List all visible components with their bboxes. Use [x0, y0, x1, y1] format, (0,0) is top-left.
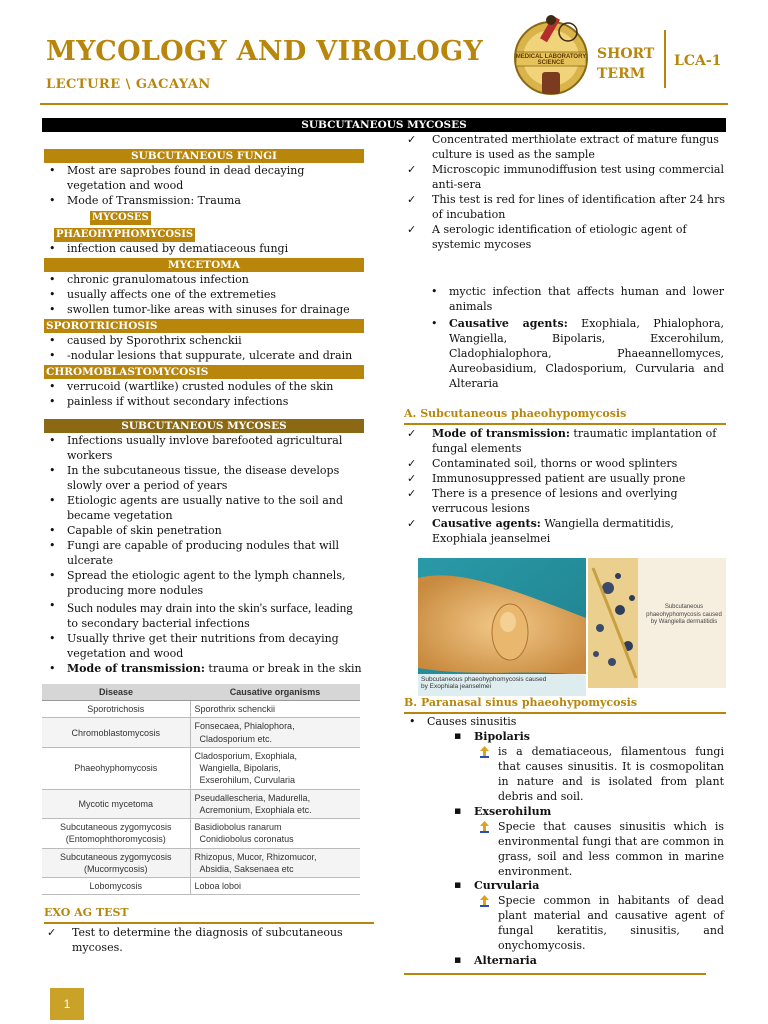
disease-table	[42, 684, 360, 895]
organism-name-text: Alternaria	[474, 954, 537, 968]
phaeo-list	[44, 242, 364, 257]
list-item: • chronic granulomatous infection	[44, 273, 364, 288]
paranasal-section	[404, 696, 726, 714]
exo-test-section	[44, 906, 374, 956]
organism-name-text: Exserohilum	[474, 804, 552, 818]
list-item: • Fungi are capable of producing nodules that will ulcerate	[44, 539, 364, 569]
term-label: TERM	[597, 66, 646, 83]
list-item	[426, 317, 724, 392]
list-item	[44, 599, 364, 632]
list-item: • painless if without secondary infections	[44, 395, 364, 410]
list-item	[404, 517, 726, 547]
organism-cell: Fonsecaea, Phialophora, Cladosporium etc.	[190, 718, 360, 747]
header-rule	[40, 103, 728, 105]
list-item: • In the subcutaneous tissue, the disease develops slowly over a period of years	[44, 464, 364, 494]
list-item: • caused by Sporothrix schenckii	[44, 334, 364, 349]
section-header-chromoblastomycosis: CHROMOBLASTOMYCOSIS	[44, 365, 364, 379]
course-code: LCA-1	[674, 53, 722, 69]
subA-mot-label: Mode of transmission:	[432, 426, 570, 440]
list-item: ✓ Immunosuppressed patient are usually prone	[404, 472, 726, 487]
list-item: ✓ Contaminated soil, thorns or wood splinters	[404, 457, 726, 472]
phaeo-desc-list	[426, 285, 724, 392]
list-item: • Usually thrive get their nutritions from decaying vegetation and wood	[44, 632, 364, 662]
list-item	[44, 662, 364, 677]
square-bullet-icon: ▪	[454, 728, 462, 742]
organism-cell: Basidiobolus ranarum Conidiobolus coronatus	[190, 819, 360, 848]
agents-text: Exophiala, Phialophora, Wangiella, Bipolaris, Excerohilum, Cladophialophora, Phaeannellomyces, Aureobasidium, Cladosporium, Curvularia and Alteraria	[449, 316, 724, 390]
list-item: ✓ Microscopic immunodiffusion test using commercial anti-sera	[404, 163, 726, 193]
organism-list	[452, 730, 724, 969]
agents-label: Causative agents:	[449, 316, 568, 330]
list-item: • verrucoid (wartlike) crusted nodules of the skin	[44, 380, 364, 395]
sporo-list	[44, 334, 364, 364]
organism-description-text: is a dematiaceous, filamentous fungi that causes sinusitis. It is cosmopolitan in nature and is isolated from plant debris and soil.	[498, 744, 724, 803]
micrograph-caption: Subcutaneous phaeohyphomycosis caused by Wangiella dermatitidis	[646, 604, 722, 625]
footer-rule	[404, 973, 706, 975]
section-header-sporotrichosis: SPOROTRICHOSIS	[44, 319, 364, 333]
table-row	[42, 789, 360, 818]
mot-text: trauma or break in the skin	[204, 661, 362, 675]
subA-agents-text: Wangiella dermatitidis, Exophiala jeanselmei	[432, 516, 674, 545]
organism-cell: Rhizopus, Mucor, Rhizomucor, Absidia, Saksenaea etc	[190, 848, 360, 877]
phaeo-tag: PHAEOHYPHOMYCOSIS	[56, 228, 194, 240]
mycetoma-list	[44, 273, 364, 318]
exo-test-header: EXO AG TEST	[44, 906, 374, 924]
table-row	[42, 718, 360, 747]
organism-cell: Cladosporium, Exophiala, Wangiella, Bipolaris, Exserohilum, Curvularia	[190, 747, 360, 789]
list-item: • swollen tumor-like areas with sinuses for drainage	[44, 303, 364, 318]
header-divider	[664, 30, 666, 88]
organism-cell: Sporothrix schenckii	[190, 701, 360, 718]
right-column-phaeo	[426, 285, 724, 392]
list-item: • infection caused by dematiaceous fungi	[44, 242, 364, 257]
logo-lettering: MEDICAL LABORATORY SCIENCE	[515, 54, 587, 67]
section-header-subcutaneous-fungi: SUBCUTANEOUS FUNGI	[44, 149, 364, 163]
exo-right-list	[404, 133, 726, 253]
section-header-subcutaneous-mycoses: SUBCUTANEOUS MYCOSES	[44, 419, 364, 433]
disease-cell: Chromoblastomycosis	[42, 718, 190, 747]
list-item: • Causes sinusitis	[404, 715, 726, 730]
organism-name-text: Curvularia	[474, 879, 540, 893]
section-banner: SUBCUTANEOUS MYCOSES	[42, 118, 726, 132]
fungi-list	[44, 164, 364, 209]
organism-description	[452, 745, 724, 805]
table-row	[42, 747, 360, 789]
left-column	[44, 148, 364, 677]
square-bullet-icon: ▪	[454, 803, 462, 817]
sinusitis-list	[404, 715, 726, 730]
disease-cell: Subcutaneous zygomycosis (Mucormycosis)	[42, 848, 190, 877]
organism-description	[452, 820, 724, 880]
subA-header: A. Subcutaneous phaeohypomycosis	[404, 407, 726, 425]
page-number: 1	[50, 988, 84, 1020]
chromo-list	[44, 380, 364, 410]
organism-cell: Loboa loboi	[190, 878, 360, 895]
organism-description	[452, 894, 724, 954]
list-item: • Infections usually invlove barefooted agricultural workers	[44, 434, 364, 464]
table-row	[42, 848, 360, 877]
list-item: • Spread the etiologic agent to the lymph channels, producing more nodules	[44, 569, 364, 599]
lecture-subtitle: LECTURE \ GACAYAN	[46, 77, 211, 92]
organism-name	[452, 879, 724, 894]
organism-description-text: Specie common in habitants of dead plant material and causative agent of fungal keratitis, sinusitis, and onychomycosis.	[498, 894, 724, 953]
arrow-bullet-icon	[478, 895, 491, 907]
list-item: • -nodular lesions that suppurate, ulcerate and drain	[44, 349, 364, 364]
short-term-label	[597, 44, 654, 85]
section-header-mycetoma: MYCETOMA	[44, 258, 364, 272]
lesion-photo	[418, 558, 586, 696]
exo-left-list	[44, 926, 374, 956]
micrograph-photo	[588, 558, 726, 688]
table-body	[42, 701, 360, 895]
subA-agents-label: Causative agents:	[432, 516, 541, 530]
disease-cell: Sporotrichosis	[42, 701, 190, 718]
square-bullet-icon: ▪	[454, 878, 462, 892]
organism-description-text: Specie that causes sinusitis which is environmental fungi that are common in grass, soil and less common in marine environment.	[498, 819, 724, 878]
list-item: ✓ There is a presence of lesions and overlying verrucous lesions	[404, 487, 726, 517]
subcutaneous-phaeo-section	[404, 407, 726, 547]
organism-cell: Pseudallescheria, Madurella, Acremonium, Exophiala etc.	[190, 789, 360, 818]
list-item: ✓ A serologic identification of etiologic agent of systemic mycoses	[404, 223, 726, 253]
paranasal-list	[404, 715, 726, 969]
organism-name-text: Bipolaris	[474, 729, 530, 743]
table-header-row	[42, 684, 360, 701]
list-item: • Most are saprobes found in dead decaying vegetation and wood	[44, 164, 364, 194]
table-row	[42, 819, 360, 848]
drain-text-large: Such nodules may drain into the skin's surface, leading	[67, 599, 353, 615]
photo-caption: Subcutaneous phaeohyphomycosis caused by Exophiala jeanselmei	[421, 676, 547, 691]
mot-label: Mode of transmission:	[67, 661, 205, 675]
organism-name	[452, 805, 724, 820]
column-header: Causative organisms	[190, 684, 360, 701]
list-item: ✓ Concentrated merthiolate extract of mature fungus culture is used as the sample	[404, 133, 726, 163]
list-item: ✓ This test is red for lines of identification after 24 hrs of incubation	[404, 193, 726, 223]
document-title: MYCOLOGY AND VIROLOGY	[46, 36, 484, 67]
list-item: • Etiologic agents are usually native to the soil and became vegetation	[44, 494, 364, 524]
table-row	[42, 701, 360, 718]
drain-text: to secondary bacterial infections	[67, 616, 250, 630]
list-item: • myctic infection that affects human and lower animals	[426, 285, 724, 315]
disease-cell: Mycotic mycetoma	[42, 789, 190, 818]
arrow-bullet-icon	[478, 821, 491, 833]
mycoses-tag: MYCOSES	[92, 211, 149, 223]
column-header: Disease	[42, 684, 190, 701]
disease-cell: Lobomycosis	[42, 878, 190, 895]
subB-header: B. Paranasal sinus phaeohypomycosis	[404, 696, 726, 714]
mycoses-list	[44, 434, 364, 676]
table-row	[42, 878, 360, 895]
list-item: • Mode of Transmission: Trauma	[44, 194, 364, 209]
arrow-bullet-icon	[478, 746, 491, 758]
list-item: • Capable of skin penetration	[44, 524, 364, 539]
short-label: SHORT	[597, 46, 655, 62]
list-item	[404, 427, 726, 457]
subA-list	[404, 427, 726, 547]
organism-name	[452, 954, 724, 969]
disease-cell: Subcutaneous zygomycosis (Entomophthoromycosis)	[42, 819, 190, 848]
list-item: • usually affects one of the extremeties	[44, 288, 364, 303]
list-item: ✓ Test to determine the diagnosis of subcutaneous mycoses.	[44, 926, 374, 956]
square-bullet-icon: ▪	[454, 953, 462, 967]
disease-cell: Phaeohyphomycosis	[42, 747, 190, 789]
organism-name	[452, 730, 724, 745]
right-column-top	[404, 133, 726, 253]
subA-mot-text: traumatic implantation of fungal elements	[432, 426, 717, 455]
